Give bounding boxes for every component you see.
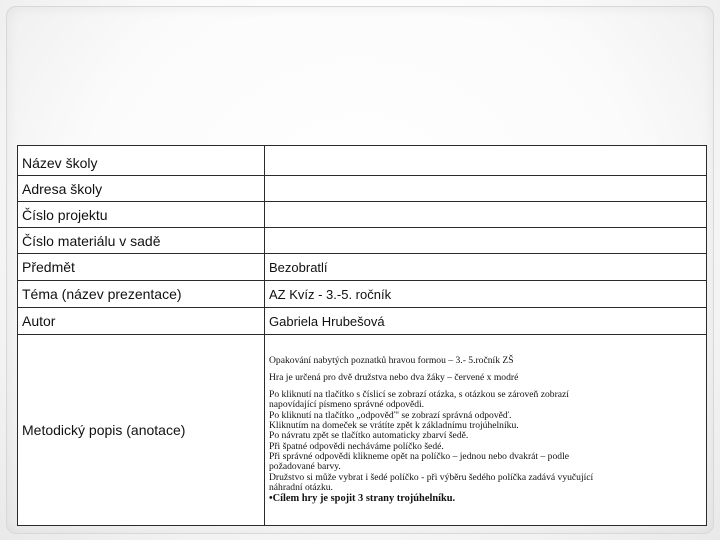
row-label: Číslo materiálu v sadě xyxy=(18,228,265,254)
annotation-line: Opakování nabytých poznatků hravou formou – 3.- 5.ročník ZŠ xyxy=(269,354,514,366)
author-value: Gabriela Hrubešová xyxy=(265,308,707,335)
row-value xyxy=(265,228,707,254)
table-row xyxy=(18,228,707,254)
annotation-goal: •Cílem hry je spojit 3 strany trojúhelníku. xyxy=(269,493,456,505)
subject-value: Bezobratlí xyxy=(265,254,707,281)
annotation-line: Při správné odpovědi klikneme opět na políčko – jednou nebo dvakrát – podle xyxy=(269,450,570,462)
table-row xyxy=(18,335,707,526)
row-label: Téma (název prezentace) xyxy=(18,281,265,308)
table-row xyxy=(18,254,707,281)
annotation-line: napovídající písmeno správné odpovědi. xyxy=(269,399,425,411)
table-row xyxy=(18,146,707,176)
table-row xyxy=(18,202,707,228)
annotation-line: Hra je určená pro dvě družstva nebo dva žáky – červené x modré xyxy=(269,371,519,383)
annotation-line: Po kliknutí na tlačítko „odpověď" se zobrazí správná odpověď. xyxy=(269,409,512,421)
row-label: Číslo projektu xyxy=(18,202,265,228)
row-label: Předmět xyxy=(18,254,265,281)
row-label: Název školy xyxy=(18,146,265,176)
row-value xyxy=(265,176,707,202)
row-label: Adresa školy xyxy=(18,176,265,202)
topic-value: AZ Kvíz - 3.-5. ročník xyxy=(265,281,707,308)
row-value xyxy=(265,202,707,228)
annotation-text xyxy=(269,356,702,505)
annotation-line: Kliknutím na domeček se vrátíte zpět k základnímu trojúhelníku. xyxy=(269,420,519,432)
annotation-line: náhradní otázku. xyxy=(269,481,333,493)
annotation-line: Družstvo si může vybrat i šedé políčko - při výběru šedého políčka zadává vyučující xyxy=(269,471,594,483)
table-row xyxy=(18,176,707,202)
table-row xyxy=(18,308,707,335)
annotation-line: Po návratu zpět se tlačítko automaticky zbarví šedě. xyxy=(269,430,469,442)
metadata-table xyxy=(17,145,707,526)
annotation-line: Po kliknutí na tlačítko s číslicí se zobrazí otázka, s otázkou se zároveň zobrazí xyxy=(269,389,569,401)
row-label: Metodický popis (anotace) xyxy=(18,335,265,526)
row-label: Autor xyxy=(18,308,265,335)
annotation-line: požadované barvy. xyxy=(269,461,341,473)
annotation-line: Při špatné odpovědi necháváme políčko šedé. xyxy=(269,440,444,452)
annotation-value xyxy=(265,335,707,526)
row-value xyxy=(265,146,707,176)
table-row xyxy=(18,281,707,308)
